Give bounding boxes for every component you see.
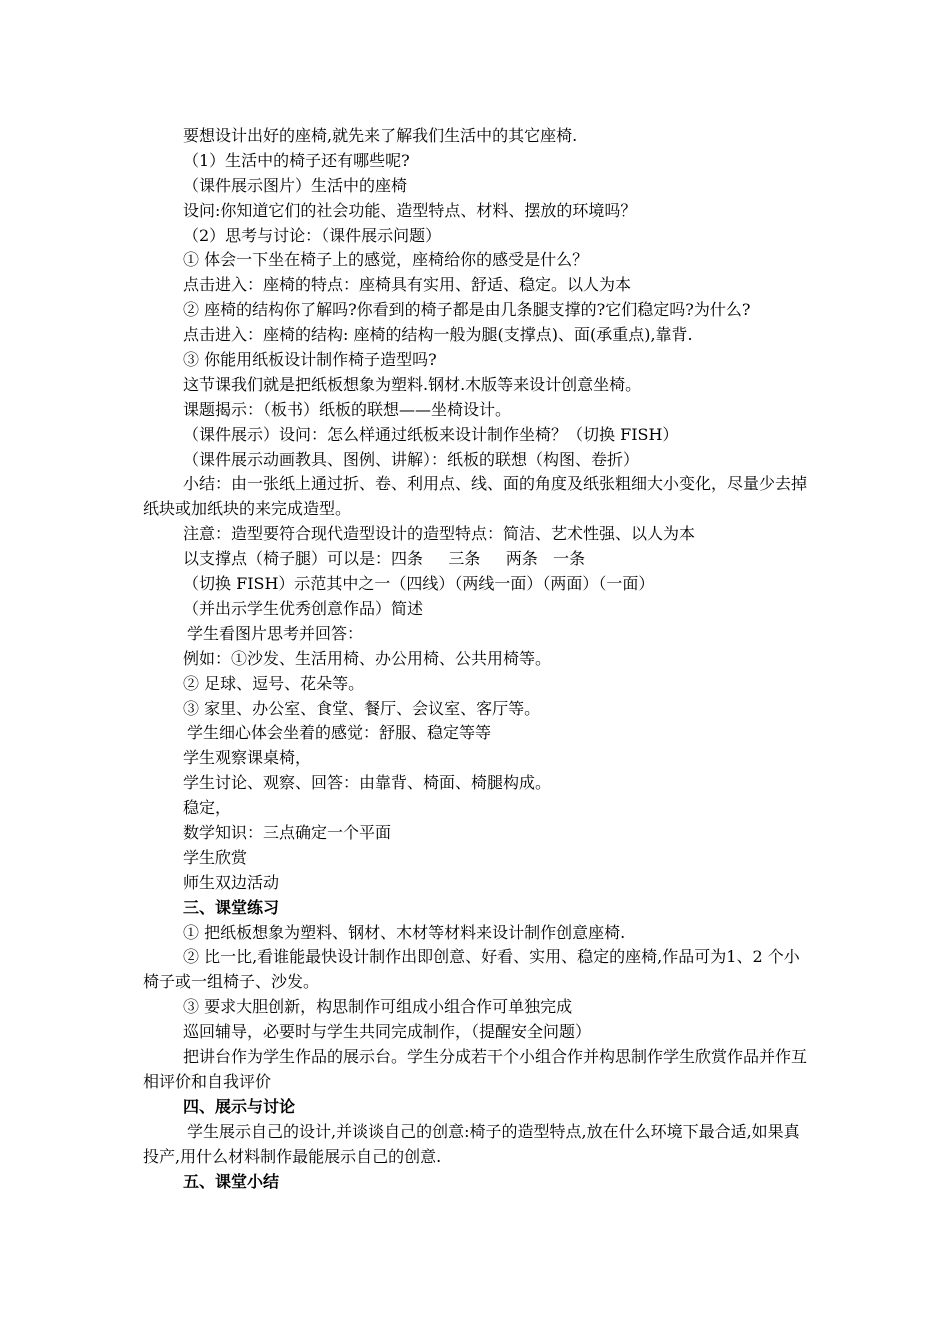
section-heading: 三、课堂练习 — [183, 897, 280, 917]
text-line: 师生双边活动 — [183, 872, 280, 892]
text-line: （切换 FISH）示范其中之一（四线）（两线一面）（两面）（一面） — [183, 574, 655, 594]
text-line: 注意：造型要符合现代造型设计的造型特点：简洁、艺术性强、以人为本 — [183, 524, 696, 544]
paragraph: 学生展示自己的设计,并谈谈自己的创意:椅子的造型特点,放在什么环境下最合适,如果真投产,用什么材料制作最能展示自己的创意. — [143, 1121, 800, 1166]
text-line: ③ 家里、办公室、食堂、餐厅、会议室、客厅等。 — [183, 698, 541, 718]
text-line: 巡回辅导，必要时与学生共同完成制作，（提醒安全问题） — [183, 1022, 592, 1042]
text-line: （课件展示）设问：怎么样通过纸板来设计制作坐椅？（切换 FISH） — [183, 424, 679, 444]
paragraph: 小结：由一张纸上通过折、卷、利用点、线、面的角度及纸张粗细大小变化，尽量少去掉纸块或加纸块的来完成造型。 — [143, 474, 808, 519]
text-line: 学生欣赏 — [183, 847, 248, 867]
text-line: 学生细心体会坐着的感觉：舒服、稳定等等 — [187, 723, 492, 743]
text-line: 学生观察课桌椅， — [183, 748, 312, 768]
text-line: 要想设计出好的座椅,就先来了解我们生活中的其它座椅. — [183, 126, 578, 145]
text-line: （并出示学生优秀创意作品）简述 — [183, 598, 424, 618]
paragraph: 把讲台作为学生作品的展示台。学生分成若干个小组合作并构思制作学生欣赏作品并作互相评价和自我评价 — [143, 1047, 808, 1091]
text-line: 课题揭示：（板书）纸板的联想——坐椅设计。 — [183, 399, 512, 419]
text-line: ① 把纸板想象为塑料、钢材、木材等材料来设计制作创意座椅. — [183, 922, 626, 942]
text-line: 点击进入：座椅的结构: 座椅的结构一般为腿(支撑点)、面(承重点),靠背. — [183, 325, 693, 345]
text-line: ② 足球、逗号、花朵等。 — [183, 673, 365, 693]
paragraph: ② 比一比,看谁能最快设计制作出即创意、好看、实用、稳定的座椅,作品可为1、2 个小椅子或一组椅子、沙发。 — [143, 947, 800, 992]
text-line: （课件展示图片）生活中的座椅 — [183, 175, 408, 195]
text-line: 稳定， — [183, 798, 232, 818]
text-line: （1）生活中的椅子还有哪些呢? — [183, 150, 410, 170]
paragraph: ② 座椅的结构你了解吗?你看到的椅子都是由几条腿支撑的?它们稳定吗?为什么? — [183, 300, 751, 320]
text-line: ③ 你能用纸板设计制作椅子造型吗? — [183, 350, 437, 370]
document-page — [143, 124, 811, 1194]
text-line: （2）思考与讨论：（课件展示问题） — [183, 225, 442, 245]
text-line: 点击进入：座椅的特点：座椅具有实用、舒适、稳定。以人为本 — [183, 275, 632, 295]
section-heading: 五、课堂小结 — [183, 1171, 280, 1191]
text-line: ① 体会一下坐在椅子上的感觉，座椅给你的感受是什么？ — [183, 250, 589, 270]
text-line: 学生看图片思考并回答： — [187, 623, 364, 643]
text-line: 学生讨论、观察、回答：由靠背、椅面、椅腿构成。 — [183, 773, 552, 793]
text-line: ③ 要求大胆创新，构思制作可组成小组合作可单独完成 — [183, 997, 573, 1017]
section-heading: 四、展示与讨论 — [183, 1096, 296, 1116]
text-line: 例如：①沙发、生活用椅、办公用椅、公共用椅等。 — [183, 648, 552, 668]
text-line: 数学知识：三点确定一个平面 — [183, 822, 392, 842]
text-line: （课件展示动画教具、图例、讲解）：纸板的联想（构图、卷折） — [183, 449, 640, 469]
text-line: 以支撑点（椅子腿）可以是：四条 三条 两条 一条 — [183, 549, 586, 569]
text-line: 这节课我们就是把纸板想象为塑料.钢材.木版等来设计创意坐椅。 — [183, 374, 642, 394]
text-line: 设问:你知道它们的社会功能、造型特点、材料、摆放的环境吗？ — [183, 200, 637, 220]
